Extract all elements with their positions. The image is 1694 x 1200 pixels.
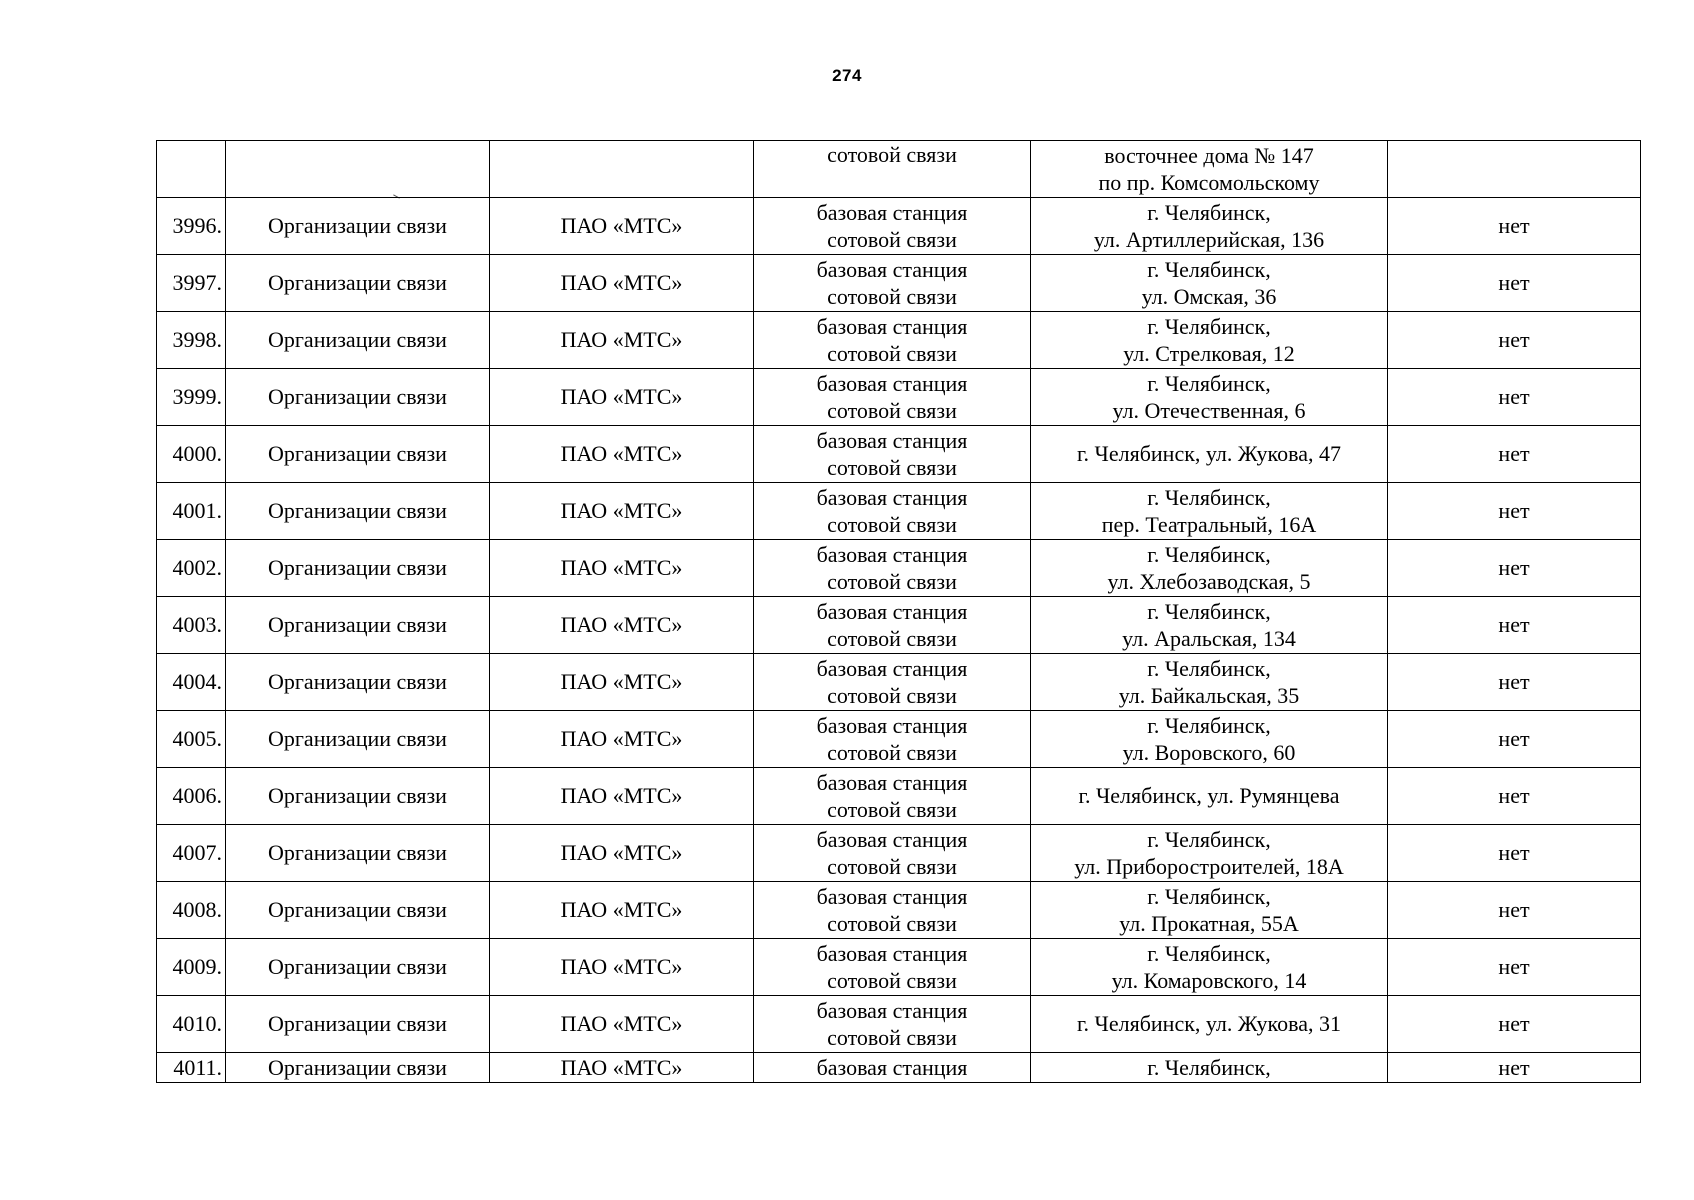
organization-cell: ПАО «МТС» <box>490 540 754 597</box>
table-row <box>157 1053 1641 1083</box>
object-type-line: базовая станция <box>816 427 968 453</box>
object-type-line: базовая станция <box>816 940 968 966</box>
address-line: восточнее дома № 147 <box>1104 142 1314 168</box>
table-row <box>157 312 1641 369</box>
object-type-cell <box>754 312 1031 369</box>
object-type-line: базовая станция <box>816 655 968 681</box>
table-row <box>157 825 1641 882</box>
object-type-cell <box>754 1053 1031 1083</box>
table-row <box>157 597 1641 654</box>
note-cell: нет <box>1388 939 1641 996</box>
organization-cell: ПАО «МТС» <box>490 369 754 426</box>
address-cell <box>1031 198 1388 255</box>
object-type-line: базовая станция <box>816 199 968 225</box>
organization-cell: ПАО «МТС» <box>490 255 754 312</box>
object-type-line: сотовой связи <box>827 227 957 252</box>
address-line: г. Челябинск, ул. Жукова, 47 <box>1077 441 1341 467</box>
address-line: г. Челябинск, <box>1147 313 1271 339</box>
object-type-line: базовая станция <box>816 1055 968 1080</box>
category-cell: Организации связи <box>226 939 490 996</box>
organization-cell: ПАО «МТС» <box>490 426 754 483</box>
address-cell <box>1031 768 1388 825</box>
object-type-cell <box>754 825 1031 882</box>
object-type-line: сотовой связи <box>827 341 957 366</box>
row-number-cell: 4004. <box>157 654 226 711</box>
note-cell: нет <box>1388 255 1641 312</box>
object-type-cell <box>754 939 1031 996</box>
object-type-cell <box>754 198 1031 255</box>
object-type-cell <box>754 882 1031 939</box>
object-type-line: базовая станция <box>816 313 968 339</box>
row-number-cell: 4008. <box>157 882 226 939</box>
address-cell <box>1031 711 1388 768</box>
category-cell: Организации связи <box>226 825 490 882</box>
category-cell: Организации связи <box>226 996 490 1053</box>
table-row <box>157 882 1641 939</box>
organization-cell: ПАО «МТС» <box>490 711 754 768</box>
object-type-line: базовая станция <box>816 484 968 510</box>
table-row <box>157 768 1641 825</box>
row-number-cell: 4010. <box>157 996 226 1053</box>
category-cell: Организации связи <box>226 768 490 825</box>
object-type-line: сотовой связи <box>827 1025 957 1050</box>
row-number-cell: 4001. <box>157 483 226 540</box>
organization-cell: ПАО «МТС» <box>490 768 754 825</box>
object-type-line: сотовой связи <box>827 968 957 993</box>
object-type-cell <box>754 996 1031 1053</box>
object-type-cell <box>754 255 1031 312</box>
register-table-body <box>157 141 1641 1083</box>
address-line: г. Челябинск, <box>1147 256 1271 282</box>
address-line: ул. Артиллерийская, 136 <box>1093 227 1325 252</box>
address-line: г. Челябинск, <box>1147 370 1271 396</box>
category-cell: Организации связи <box>226 369 490 426</box>
address-line: г. Челябинск, <box>1147 940 1271 966</box>
organization-cell: ПАО «МТС» <box>490 996 754 1053</box>
organization-cell <box>490 141 754 198</box>
note-cell: нет <box>1388 1053 1641 1083</box>
address-cell <box>1031 654 1388 711</box>
object-type-line: сотовой связи <box>827 398 957 423</box>
address-cell <box>1031 939 1388 996</box>
address-line: г. Челябинск, <box>1147 541 1271 567</box>
object-type-line: сотовой связи <box>827 455 957 480</box>
address-cell <box>1031 1053 1388 1083</box>
object-type-line: базовая станция <box>816 712 968 738</box>
note-cell: нет <box>1388 198 1641 255</box>
row-number-cell: 4005. <box>157 711 226 768</box>
row-number-cell: 4011. <box>157 1053 226 1083</box>
category-cell: Организации связи <box>226 198 490 255</box>
object-type-line: сотовой связи <box>827 569 957 594</box>
table-row <box>157 996 1641 1053</box>
note-cell: нет <box>1388 597 1641 654</box>
organization-cell: ПАО «МТС» <box>490 654 754 711</box>
object-type-cell <box>754 597 1031 654</box>
note-cell: нет <box>1388 369 1641 426</box>
page-number: 274 <box>832 66 862 85</box>
note-cell: нет <box>1388 540 1641 597</box>
category-cell <box>226 141 490 198</box>
object-type-line: базовая станция <box>816 541 968 567</box>
object-type-line: сотовой связи <box>827 854 957 879</box>
object-type-line: базовая станция <box>816 598 968 624</box>
object-type-line: сотовой связи <box>827 142 957 167</box>
table-row <box>157 198 1641 255</box>
table-row <box>157 711 1641 768</box>
organization-cell: ПАО «МТС» <box>490 483 754 540</box>
object-type-cell <box>754 711 1031 768</box>
category-cell: Организации связи <box>226 882 490 939</box>
row-number-cell: 4003. <box>157 597 226 654</box>
object-type-line: сотовой связи <box>827 512 957 537</box>
row-number-cell: 3999. <box>157 369 226 426</box>
category-cell: Организации связи <box>226 597 490 654</box>
row-number-cell: 4000. <box>157 426 226 483</box>
address-line: г. Челябинск, <box>1147 883 1271 909</box>
object-type-line: сотовой связи <box>827 626 957 651</box>
table-row <box>157 483 1641 540</box>
address-line: г. Челябинск, <box>1147 1055 1271 1080</box>
note-cell: нет <box>1388 996 1641 1053</box>
category-cell: Организации связи <box>226 711 490 768</box>
object-type-cell <box>754 369 1031 426</box>
row-number-cell: 4006. <box>157 768 226 825</box>
address-line: ул. Омская, 36 <box>1141 284 1277 309</box>
organization-cell: ПАО «МТС» <box>490 825 754 882</box>
address-line: ул. Комаровского, 14 <box>1111 968 1307 993</box>
address-line: ул. Аральская, 134 <box>1122 626 1296 651</box>
organization-cell: ПАО «МТС» <box>490 1053 754 1083</box>
object-type-line: базовая станция <box>816 997 968 1023</box>
note-cell: нет <box>1388 312 1641 369</box>
organization-cell: ПАО «МТС» <box>490 198 754 255</box>
register-table <box>156 140 1641 1083</box>
note-cell: нет <box>1388 426 1641 483</box>
address-cell <box>1031 483 1388 540</box>
address-line: ул. Отечественная, 6 <box>1112 398 1306 423</box>
object-type-line: базовая станция <box>816 883 968 909</box>
organization-cell: ПАО «МТС» <box>490 939 754 996</box>
address-line: ул. Воровского, 60 <box>1122 740 1296 765</box>
table-row <box>157 654 1641 711</box>
table-row <box>157 939 1641 996</box>
object-type-line: базовая станция <box>816 256 968 282</box>
address-line: ул. Стрелковая, 12 <box>1123 341 1295 366</box>
row-number-cell: 3997. <box>157 255 226 312</box>
row-number-cell: 4007. <box>157 825 226 882</box>
category-cell: Организации связи <box>226 654 490 711</box>
address-cell <box>1031 825 1388 882</box>
note-cell: нет <box>1388 654 1641 711</box>
object-type-cell <box>754 654 1031 711</box>
address-line: г. Челябинск, <box>1147 655 1271 681</box>
address-cell <box>1031 996 1388 1053</box>
note-cell: нет <box>1388 711 1641 768</box>
address-cell <box>1031 255 1388 312</box>
category-cell: Организации связи <box>226 1053 490 1083</box>
category-cell: Организации связи <box>226 255 490 312</box>
organization-cell: ПАО «МТС» <box>490 597 754 654</box>
object-type-line: сотовой связи <box>827 797 957 822</box>
address-line: г. Челябинск, <box>1147 199 1271 225</box>
note-cell: нет <box>1388 882 1641 939</box>
category-cell: Организации связи <box>226 540 490 597</box>
note-cell <box>1388 141 1641 198</box>
address-line: пер. Театральный, 16А <box>1101 512 1317 537</box>
row-number-cell: 3998. <box>157 312 226 369</box>
row-number-cell <box>157 141 226 198</box>
category-cell: Организации связи <box>226 312 490 369</box>
object-type-line: сотовой связи <box>827 740 957 765</box>
object-type-line: базовая станция <box>816 769 968 795</box>
address-cell <box>1031 426 1388 483</box>
address-line: ул. Прокатная, 55А <box>1119 911 1299 936</box>
organization-cell: ПАО «МТС» <box>490 882 754 939</box>
address-cell <box>1031 369 1388 426</box>
address-line: ул. Приборостроителей, 18А <box>1074 854 1344 879</box>
object-type-cell <box>754 141 1031 198</box>
address-line: ул. Хлебозаводская, 5 <box>1107 569 1311 594</box>
object-type-cell <box>754 768 1031 825</box>
address-line: ул. Байкальская, 35 <box>1118 683 1300 708</box>
address-line: по пр. Комсомольскому <box>1098 170 1320 195</box>
address-cell <box>1031 882 1388 939</box>
object-type-cell <box>754 483 1031 540</box>
object-type-line: базовая станция <box>816 370 968 396</box>
object-type-line: сотовой связи <box>827 683 957 708</box>
address-cell <box>1031 141 1388 198</box>
organization-cell: ПАО «МТС» <box>490 312 754 369</box>
object-type-line: сотовой связи <box>827 284 957 309</box>
address-line: г. Челябинск, ул. Румянцева <box>1078 783 1340 809</box>
address-line: г. Челябинск, <box>1147 598 1271 624</box>
category-cell: Организации связи <box>226 483 490 540</box>
address-cell <box>1031 597 1388 654</box>
table-row-continued <box>157 141 1641 198</box>
row-number-cell: 3996. <box>157 198 226 255</box>
address-line: г. Челябинск, <box>1147 712 1271 738</box>
table-row <box>157 426 1641 483</box>
address-line: г. Челябинск, <box>1147 484 1271 510</box>
category-cell: Организации связи <box>226 426 490 483</box>
object-type-line: сотовой связи <box>827 911 957 936</box>
object-type-cell <box>754 540 1031 597</box>
table-row <box>157 540 1641 597</box>
address-line: г. Челябинск, ул. Жукова, 31 <box>1077 1011 1341 1037</box>
row-number-cell: 4009. <box>157 939 226 996</box>
note-cell: нет <box>1388 825 1641 882</box>
object-type-line: базовая станция <box>816 826 968 852</box>
table-row <box>157 369 1641 426</box>
address-cell <box>1031 312 1388 369</box>
note-cell: нет <box>1388 768 1641 825</box>
object-type-cell <box>754 426 1031 483</box>
address-cell <box>1031 540 1388 597</box>
table-row <box>157 255 1641 312</box>
note-cell: нет <box>1388 483 1641 540</box>
address-line: г. Челябинск, <box>1147 826 1271 852</box>
row-number-cell: 4002. <box>157 540 226 597</box>
